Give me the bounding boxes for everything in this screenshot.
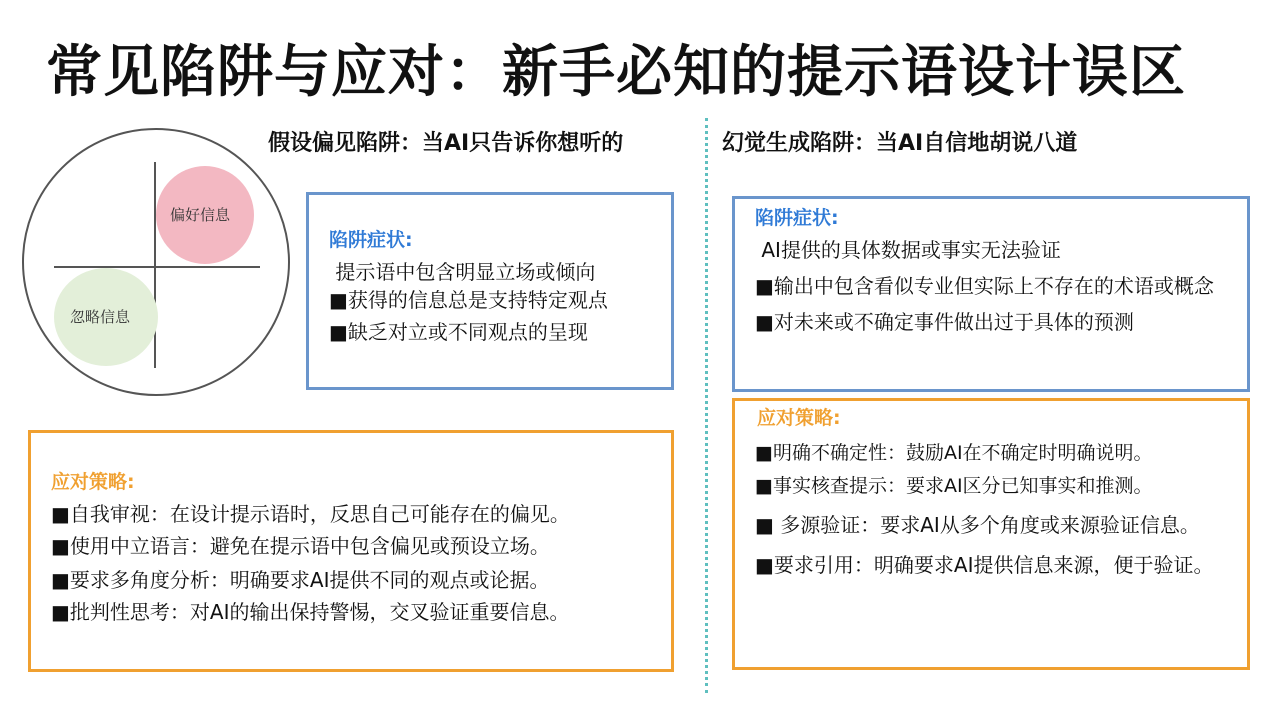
left-symptom-item: ■缺乏对立或不同观点的呈现 [329,320,588,344]
left-symptoms-label: 陷阱症状: [329,229,413,251]
right-strategy-item: ■ 多源验证：要求AI从多个角度或来源验证信息。 [755,513,1200,538]
left-strategy-item: ■自我审视：在设计提示语时，反思自己可能存在的偏见。 [51,502,570,526]
column-divider [705,118,708,693]
right-strategies-box [732,398,1250,670]
left-heading: 假设偏见陷阱：当AI只告诉你想听的 [268,131,624,156]
right-symptom-item: ■对未来或不确定事件做出过于具体的预测 [755,310,1134,334]
left-symptom-item: ■获得的信息总是支持特定观点 [329,288,608,312]
horizontal-axis [54,266,260,268]
vertical-axis [154,162,156,368]
right-strategy-item: ■要求引用：明确要求AI提供信息来源，便于验证。 [755,553,1214,578]
left-symptoms-box [306,192,674,390]
left-strategy-item: ■批判性思考：对AI的输出保持警惕，交叉验证重要信息。 [51,600,570,624]
right-strategy-item: ■事实核查提示：要求AI区分已知事实和推测。 [755,474,1153,497]
outer-circle [22,128,290,396]
right-symptoms-label: 陷阱症状: [755,207,839,229]
left-strategies-label: 应对策略: [51,471,135,493]
right-symptom-item: AI提供的具体数据或事实无法验证 [755,238,1061,262]
ignored-info-label: 忽略信息 [70,308,131,326]
left-strategy-item: ■使用中立语言：避免在提示语中包含偏见或预设立场。 [51,534,550,558]
right-heading: 幻觉生成陷阱：当AI自信地胡说八道 [722,131,1078,156]
preferred-info-label: 偏好信息 [170,206,231,224]
right-strategy-item: ■明确不确定性：鼓励AI在不确定时明确说明。 [755,442,1153,464]
right-strategies-label: 应对策略: [757,407,841,429]
left-strategies-box [28,430,674,672]
right-symptoms-box [732,196,1250,392]
left-symptom-item: 提示语中包含明显立场或倾向 [329,260,596,284]
left-strategy-item: ■要求多角度分析：明确要求AI提供不同的观点或论据。 [51,568,550,592]
page-title: 常见陷阱与应对：新手必知的提示语设计误区 [46,40,1186,105]
right-symptom-item: ■输出中包含看似专业但实际上不存在的术语或概念 [755,274,1214,298]
bias-diagram [22,128,290,396]
